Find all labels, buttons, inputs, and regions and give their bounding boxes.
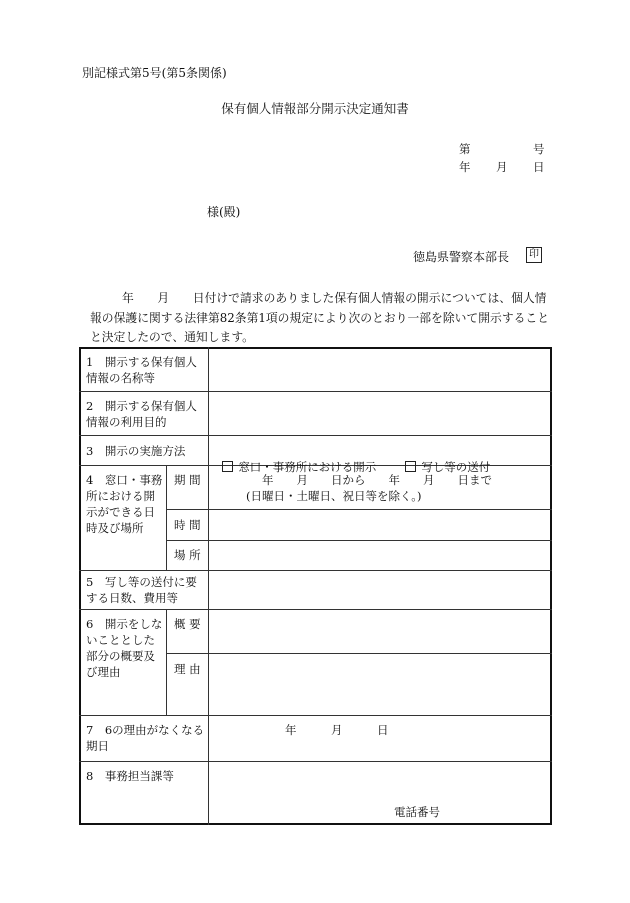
option-counter-disclosure[interactable] [215,443,376,475]
issuer-name: 徳島県警察本部長 [413,250,510,264]
checkbox-icon[interactable] [222,461,233,472]
row6-summary-label: 概 要 [174,617,201,631]
table-rule [79,435,552,436]
table-rule [79,391,552,392]
form-reference: 別記様式第5号(第5条関係) [82,66,227,80]
table-rule [79,761,552,762]
row5-label: 5 写し等の送付に要 する日数、費用等 [86,575,197,605]
row7-date: 年 月 日 [285,723,389,737]
body-line-2: 報の保護に関する法律第82条第1項の規定により次のとおり一部を除いて開示すること [90,310,550,325]
body-paragraph [90,289,552,348]
row8-phone-label: 電話番号 [394,805,440,819]
body-line-1: 年 月 日付けで請求のありました保有個人情報の開示については、個人情 [122,291,547,305]
row4-label: 4 窓口・事務 所における開 示ができる日 時及び場所 [86,473,163,535]
row6-label: 6 開示をしな いこととした 部分の概要及 び理由 [86,617,163,679]
row4-place-label: 場 所 [174,548,201,562]
document-title: 保有個人情報部分開示決定通知書 [221,101,409,116]
table-rule [166,509,552,510]
checkbox-icon[interactable] [405,461,416,472]
table-rule [79,570,552,571]
table-divider-row6 [166,609,167,715]
body-line-3: と決定したので、通知します。 [90,330,254,344]
row4-time-label: 時 間 [174,518,201,532]
table-rule [166,653,552,654]
table-rule [79,609,552,610]
option-copy-label: 写し等の送付 [421,460,491,474]
row2-label: 2 開示する保有個人 情報の利用目的 [86,399,197,429]
date-year: 年 [459,160,471,174]
table-rule [79,715,552,716]
row8-label: 8 事務担当課等 [86,769,174,783]
row3-label: 3 開示の実施方法 [86,444,186,458]
row6-reason-label: 理 由 [174,662,201,676]
row4-period-line1: 年 月 日から 年 月 日まで [262,473,492,487]
option-counter-label: 窓口・事務所における開示 [238,460,377,474]
date-day: 日 [533,160,545,174]
option-copy-delivery[interactable] [398,443,490,475]
addressee: 様(殿) [207,205,241,219]
document-number-prefix: 第 [459,142,471,156]
row4-period-label: 期 間 [174,473,201,487]
table-rule [166,540,552,541]
table-divider-main [208,347,209,825]
row1-label: 1 開示する保有個人 情報の名称等 [86,355,197,385]
date-month: 月 [496,160,508,174]
seal-stamp: 印 [526,247,542,263]
row7-label: 7 6の理由がなくなる 期日 [86,723,205,753]
table-divider-row4 [166,465,167,570]
row4-period-line2: (日曜日・土曜日、祝日等を除く。) [246,489,422,503]
document-number-suffix: 号 [533,142,545,156]
